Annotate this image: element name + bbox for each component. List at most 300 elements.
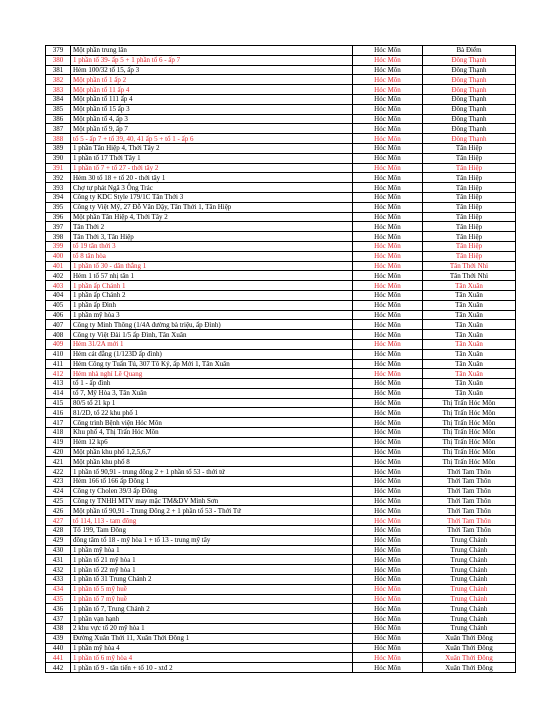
table-row xyxy=(46,163,516,173)
district-cell: Hóc Môn xyxy=(353,535,423,545)
district-cell: Hóc Môn xyxy=(353,418,423,428)
table-row xyxy=(46,653,516,663)
district-cell: Hóc Môn xyxy=(353,46,423,56)
location-cell: Một phần tổ 1 ấp 2 xyxy=(71,75,353,85)
commune-cell: Tân Thới Nhì xyxy=(423,271,516,281)
district-cell: Hóc Môn xyxy=(353,565,423,575)
location-cell: tổ 5 - ấp 7 + tổ 39, 40, 41 ấp 5 + tổ 1 - ấp 6 xyxy=(71,134,353,144)
row-number-cell: 411 xyxy=(46,359,71,369)
location-cell: Hẻm nhà nghỉ Lê Quang xyxy=(71,369,353,379)
table-row xyxy=(46,604,516,614)
location-cell: Hẻm 1 tổ 57 nhị tân 1 xyxy=(71,271,353,281)
table-row xyxy=(46,437,516,447)
address-table xyxy=(45,45,516,673)
district-cell: Hóc Môn xyxy=(353,55,423,65)
location-cell: Công ty Việt Đài 1/5 ấp Đình, Tân Xuân xyxy=(71,330,353,340)
row-number-cell: 419 xyxy=(46,437,71,447)
district-cell: Hóc Môn xyxy=(353,506,423,516)
location-cell: Công ty TNHH MTV may mặc TM&DV Minh Sơn xyxy=(71,496,353,506)
commune-cell: Thị Trấn Hóc Môn xyxy=(423,428,516,438)
location-cell: 1 phần tổ 17 Thới Tây 1 xyxy=(71,153,353,163)
row-number-cell: 416 xyxy=(46,408,71,418)
row-number-cell: 417 xyxy=(46,418,71,428)
table-row xyxy=(46,584,516,594)
row-number-cell: 420 xyxy=(46,447,71,457)
commune-cell: Xuân Thới Đông xyxy=(423,663,516,673)
row-number-cell: 421 xyxy=(46,457,71,467)
row-number-cell: 410 xyxy=(46,349,71,359)
location-cell: 1 phần tổ 39- ấp 5 + 1 phần tổ 6 - ấp 7 xyxy=(71,55,353,65)
row-number-cell: 381 xyxy=(46,65,71,75)
commune-cell: Trung Chánh xyxy=(423,565,516,575)
location-cell: Tân Thới 3, Tân Hiệp xyxy=(71,232,353,242)
row-number-cell: 384 xyxy=(46,94,71,104)
table-row xyxy=(46,75,516,85)
district-cell: Hóc Môn xyxy=(353,486,423,496)
table-row xyxy=(46,486,516,496)
row-number-cell: 394 xyxy=(46,192,71,202)
location-cell: 1 phần mỹ hòa 4 xyxy=(71,643,353,653)
location-cell: Hẻm 31/2A mới 1 xyxy=(71,339,353,349)
district-cell: Hóc Môn xyxy=(353,388,423,398)
location-cell: Một phần khu phố 8 xyxy=(71,457,353,467)
commune-cell: Tân Xuân xyxy=(423,359,516,369)
row-number-cell: 426 xyxy=(46,506,71,516)
commune-cell: Trung Chánh xyxy=(423,535,516,545)
district-cell: Hóc Môn xyxy=(353,163,423,173)
table-row xyxy=(46,457,516,467)
table-row xyxy=(46,65,516,75)
table-row xyxy=(46,349,516,359)
table-row xyxy=(46,467,516,477)
district-cell: Hóc Môn xyxy=(353,290,423,300)
row-number-cell: 427 xyxy=(46,516,71,526)
row-number-cell: 425 xyxy=(46,496,71,506)
table-row xyxy=(46,359,516,369)
table-row xyxy=(46,555,516,565)
location-cell: Một phần khu phố 1,2,5,6,7 xyxy=(71,447,353,457)
district-cell: Hóc Môn xyxy=(353,271,423,281)
row-number-cell: 407 xyxy=(46,320,71,330)
district-cell: Hóc Môn xyxy=(353,555,423,565)
commune-cell: Trung Chánh xyxy=(423,594,516,604)
commune-cell: Tân Xuân xyxy=(423,339,516,349)
row-number-cell: 397 xyxy=(46,222,71,232)
table-row xyxy=(46,261,516,271)
row-number-cell: 441 xyxy=(46,653,71,663)
location-cell: 1 phần tổ 7, Trung Chánh 2 xyxy=(71,604,353,614)
commune-cell: Đông Thạnh xyxy=(423,65,516,75)
table-row xyxy=(46,300,516,310)
district-cell: Hóc Môn xyxy=(353,653,423,663)
location-cell: đông tâm tổ 18 - mỹ hòa 1 + tổ 13 - trung mỹ tây xyxy=(71,535,353,545)
district-cell: Hóc Môn xyxy=(353,153,423,163)
commune-cell: Đông Thạnh xyxy=(423,85,516,95)
row-number-cell: 396 xyxy=(46,212,71,222)
row-number-cell: 391 xyxy=(46,163,71,173)
table-row xyxy=(46,290,516,300)
location-cell: Tổ 199, Tam Đông xyxy=(71,526,353,536)
district-cell: Hóc Môn xyxy=(353,330,423,340)
commune-cell: Thị Trấn Hóc Môn xyxy=(423,408,516,418)
table-row xyxy=(46,516,516,526)
location-cell: Công ty Minh Thông (1/4A đường bà triệu, ấp Đình) xyxy=(71,320,353,330)
row-number-cell: 408 xyxy=(46,330,71,340)
row-number-cell: 436 xyxy=(46,604,71,614)
row-number-cell: 399 xyxy=(46,241,71,251)
row-number-cell: 430 xyxy=(46,545,71,555)
row-number-cell: 442 xyxy=(46,663,71,673)
district-cell: Hóc Môn xyxy=(353,369,423,379)
table-row xyxy=(46,46,516,56)
district-cell: Hóc Môn xyxy=(353,85,423,95)
row-number-cell: 412 xyxy=(46,369,71,379)
table-row xyxy=(46,379,516,389)
district-cell: Hóc Môn xyxy=(353,65,423,75)
table-row xyxy=(46,565,516,575)
table-row xyxy=(46,633,516,643)
location-cell: tổ 114, 113 - tam đông xyxy=(71,516,353,526)
row-number-cell: 388 xyxy=(46,134,71,144)
table-row xyxy=(46,241,516,251)
district-cell: Hóc Môn xyxy=(353,183,423,193)
row-number-cell: 415 xyxy=(46,398,71,408)
location-cell: tổ 1 - ấp đình xyxy=(71,379,353,389)
district-cell: Hóc Môn xyxy=(353,408,423,418)
row-number-cell: 422 xyxy=(46,467,71,477)
commune-cell: Tân Hiệp xyxy=(423,163,516,173)
district-cell: Hóc Môn xyxy=(353,467,423,477)
commune-cell: Đông Thạnh xyxy=(423,134,516,144)
location-cell: 1 phần tổ 21 mỹ hòa 1 xyxy=(71,555,353,565)
location-cell: Chợ tự phát Ngã 3 Ông Trác xyxy=(71,183,353,193)
row-number-cell: 392 xyxy=(46,173,71,183)
commune-cell: Trung Chánh xyxy=(423,624,516,634)
district-cell: Hóc Môn xyxy=(353,251,423,261)
district-cell: Hóc Môn xyxy=(353,232,423,242)
commune-cell: Tân Xuân xyxy=(423,379,516,389)
row-number-cell: 434 xyxy=(46,584,71,594)
district-cell: Hóc Môn xyxy=(353,584,423,594)
district-cell: Hóc Môn xyxy=(353,104,423,114)
table-row xyxy=(46,134,516,144)
location-cell: Hẻm Công ty Tuấn Tú, 307 Tô Ký, ấp Mới 1, Tân Xuân xyxy=(71,359,353,369)
district-cell: Hóc Môn xyxy=(353,398,423,408)
district-cell: Hóc Môn xyxy=(353,114,423,124)
table-row xyxy=(46,94,516,104)
location-cell: Công ty KDC Style 179/1C Tân Thới 3 xyxy=(71,192,353,202)
district-cell: Hóc Môn xyxy=(353,663,423,673)
district-cell: Hóc Môn xyxy=(353,173,423,183)
row-number-cell: 424 xyxy=(46,486,71,496)
row-number-cell: 433 xyxy=(46,575,71,585)
commune-cell: Tân Hiệp xyxy=(423,241,516,251)
commune-cell: Thới Tam Thôn xyxy=(423,526,516,536)
commune-cell: Thới Tam Thôn xyxy=(423,477,516,487)
commune-cell: Đông Thạnh xyxy=(423,75,516,85)
table-row xyxy=(46,173,516,183)
commune-cell: Tân Xuân xyxy=(423,310,516,320)
table-row xyxy=(46,153,516,163)
district-cell: Hóc Môn xyxy=(353,320,423,330)
table-row xyxy=(46,339,516,349)
table-row xyxy=(46,428,516,438)
district-cell: Hóc Môn xyxy=(353,575,423,585)
commune-cell: Tân Hiệp xyxy=(423,232,516,242)
commune-cell: Tân Xuân xyxy=(423,330,516,340)
table-row xyxy=(46,202,516,212)
district-cell: Hóc Môn xyxy=(353,516,423,526)
row-number-cell: 423 xyxy=(46,477,71,487)
commune-cell: Tân Thới Nhì xyxy=(423,261,516,271)
row-number-cell: 431 xyxy=(46,555,71,565)
location-cell: 1 phần tổ 30 - dân thắng 1 xyxy=(71,261,353,271)
district-cell: Hóc Môn xyxy=(353,457,423,467)
table-row xyxy=(46,143,516,153)
district-cell: Hóc Môn xyxy=(353,359,423,369)
district-cell: Hóc Môn xyxy=(353,594,423,604)
row-number-cell: 435 xyxy=(46,594,71,604)
location-cell: Một phần Tân Hiệp 4, Thới Tây 2 xyxy=(71,212,353,222)
location-cell: Một phần tổ 15 ấp 3 xyxy=(71,104,353,114)
location-cell: tổ 7, Mỹ Hòa 3, Tân Xuân xyxy=(71,388,353,398)
row-number-cell: 437 xyxy=(46,614,71,624)
table-row xyxy=(46,447,516,457)
commune-cell: Tân Hiệp xyxy=(423,192,516,202)
district-cell: Hóc Môn xyxy=(353,300,423,310)
district-cell: Hóc Môn xyxy=(353,212,423,222)
commune-cell: Thới Tam Thôn xyxy=(423,496,516,506)
row-number-cell: 380 xyxy=(46,55,71,65)
location-cell: Hẻm 12 kp6 xyxy=(71,437,353,447)
location-cell: Công ty Cholen 39/3 ấp Đông xyxy=(71,486,353,496)
commune-cell: Thới Tam Thôn xyxy=(423,516,516,526)
row-number-cell: 432 xyxy=(46,565,71,575)
table-row xyxy=(46,506,516,516)
table-row xyxy=(46,369,516,379)
district-cell: Hóc Môn xyxy=(353,281,423,291)
table-row xyxy=(46,222,516,232)
row-number-cell: 387 xyxy=(46,124,71,134)
row-number-cell: 398 xyxy=(46,232,71,242)
district-cell: Hóc Môn xyxy=(353,222,423,232)
location-cell: 1 phần tổ 22 mỹ hòa 1 xyxy=(71,565,353,575)
commune-cell: Đông Thạnh xyxy=(423,55,516,65)
location-cell: Tân Thới 2 xyxy=(71,222,353,232)
table-row xyxy=(46,388,516,398)
location-cell: Hẻm cát đằng (1/123D ấp đình) xyxy=(71,349,353,359)
location-cell: 81/2D, tổ 22 khu phố 1 xyxy=(71,408,353,418)
location-cell: 1 phần ấp Chánh 2 xyxy=(71,290,353,300)
commune-cell: Đông Thạnh xyxy=(423,94,516,104)
commune-cell: Tân Xuân xyxy=(423,281,516,291)
table-row xyxy=(46,310,516,320)
commune-cell: Trung Chánh xyxy=(423,604,516,614)
location-cell: Một phần trung lân xyxy=(71,46,353,56)
table-row xyxy=(46,575,516,585)
commune-cell: Xuân Thới Đông xyxy=(423,633,516,643)
district-cell: Hóc Môn xyxy=(353,614,423,624)
location-cell: 2 khu vực tổ 20 mỹ hòa 1 xyxy=(71,624,353,634)
table-row xyxy=(46,663,516,673)
location-cell: 80/5 tổ 21 kp 1 xyxy=(71,398,353,408)
commune-cell: Tân Hiệp xyxy=(423,202,516,212)
district-cell: Hóc Môn xyxy=(353,428,423,438)
district-cell: Hóc Môn xyxy=(353,633,423,643)
commune-cell: Tân Xuân xyxy=(423,349,516,359)
district-cell: Hóc Môn xyxy=(353,75,423,85)
table-row xyxy=(46,545,516,555)
district-cell: Hóc Môn xyxy=(353,496,423,506)
table-row xyxy=(46,212,516,222)
location-cell: Khu phố 4, Thị Trấn Hóc Môn xyxy=(71,428,353,438)
commune-cell: Thới Tam Thôn xyxy=(423,506,516,516)
table-row xyxy=(46,192,516,202)
commune-cell: Tân Xuân xyxy=(423,369,516,379)
commune-cell: Đông Thạnh xyxy=(423,124,516,134)
location-cell: 1 phần tổ 9 - tân tiến + tổ 10 - xtđ 2 xyxy=(71,663,353,673)
district-cell: Hóc Môn xyxy=(353,437,423,447)
row-number-cell: 406 xyxy=(46,310,71,320)
district-cell: Hóc Môn xyxy=(353,124,423,134)
table-row xyxy=(46,477,516,487)
location-cell: 1 phần ấp Chánh 1 xyxy=(71,281,353,291)
row-number-cell: 409 xyxy=(46,339,71,349)
row-number-cell: 402 xyxy=(46,271,71,281)
commune-cell: Thị Trấn Hóc Môn xyxy=(423,457,516,467)
district-cell: Hóc Môn xyxy=(353,477,423,487)
district-cell: Hóc Môn xyxy=(353,134,423,144)
commune-cell: Trung Chánh xyxy=(423,584,516,594)
commune-cell: Tân Hiệp xyxy=(423,251,516,261)
row-number-cell: 438 xyxy=(46,624,71,634)
commune-cell: Thới Tam Thôn xyxy=(423,467,516,477)
table-row xyxy=(46,183,516,193)
district-cell: Hóc Môn xyxy=(353,241,423,251)
commune-cell: Thị Trấn Hóc Môn xyxy=(423,437,516,447)
row-number-cell: 414 xyxy=(46,388,71,398)
commune-cell: Xuân Thới Đông xyxy=(423,653,516,663)
row-number-cell: 382 xyxy=(46,75,71,85)
table-row xyxy=(46,85,516,95)
location-cell: 1 phần tổ 7 + tổ 27 - thới tây 2 xyxy=(71,163,353,173)
row-number-cell: 379 xyxy=(46,46,71,56)
row-number-cell: 385 xyxy=(46,104,71,114)
location-cell: 1 phần tổ 5 mỹ huề xyxy=(71,584,353,594)
commune-cell: Trung Chánh xyxy=(423,555,516,565)
commune-cell: Đông Thạnh xyxy=(423,104,516,114)
district-cell: Hóc Môn xyxy=(353,379,423,389)
location-cell: Công ty Việt Mỹ, 27 Đỗ Văn Dậy, Tân Thới 1, Tân Hiệp xyxy=(71,202,353,212)
location-cell: tổ 19 tân thới 3 xyxy=(71,241,353,251)
table-body xyxy=(46,46,516,673)
commune-cell: Đông Thạnh xyxy=(423,114,516,124)
commune-cell: Tân Xuân xyxy=(423,320,516,330)
row-number-cell: 390 xyxy=(46,153,71,163)
location-cell: Một phần tổ 111 ấp 4 xyxy=(71,94,353,104)
location-cell: 1 phần mỹ hòa 1 xyxy=(71,545,353,555)
location-cell: Một phần tổ 4, ấp 3 xyxy=(71,114,353,124)
district-cell: Hóc Môn xyxy=(353,94,423,104)
table-row xyxy=(46,330,516,340)
location-cell: 1 phần ấp Đình xyxy=(71,300,353,310)
commune-cell: Trung Chánh xyxy=(423,614,516,624)
table-row xyxy=(46,535,516,545)
location-cell: Đường Xuân Thới 11, Xuân Thới Đông 1 xyxy=(71,633,353,643)
row-number-cell: 429 xyxy=(46,535,71,545)
location-cell: 1 phần mỹ hòa 3 xyxy=(71,310,353,320)
location-cell: Một phần tổ 90,91 - Trung Đông 2 + 1 phần tổ 53 - Thới Tứ xyxy=(71,506,353,516)
table-row xyxy=(46,526,516,536)
district-cell: Hóc Môn xyxy=(353,604,423,614)
commune-cell: Xuân Thới Đông xyxy=(423,643,516,653)
commune-cell: Tân Hiệp xyxy=(423,143,516,153)
table-row xyxy=(46,496,516,506)
location-cell: Công trình Bệnh viện Hóc Môn xyxy=(71,418,353,428)
commune-cell: Trung Chánh xyxy=(423,545,516,555)
commune-cell: Tân Hiệp xyxy=(423,212,516,222)
row-number-cell: 400 xyxy=(46,251,71,261)
commune-cell: Thị Trấn Hóc Môn xyxy=(423,418,516,428)
row-number-cell: 395 xyxy=(46,202,71,212)
row-number-cell: 401 xyxy=(46,261,71,271)
commune-cell: Tân Hiệp xyxy=(423,222,516,232)
row-number-cell: 403 xyxy=(46,281,71,291)
location-cell: Hẻm 30 tổ 18 + tổ 20 - thới tây 1 xyxy=(71,173,353,183)
row-number-cell: 418 xyxy=(46,428,71,438)
table-row xyxy=(46,418,516,428)
commune-cell: Tân Xuân xyxy=(423,300,516,310)
row-number-cell: 428 xyxy=(46,526,71,536)
commune-cell: Thị Trấn Hóc Môn xyxy=(423,398,516,408)
district-cell: Hóc Môn xyxy=(353,143,423,153)
table-row xyxy=(46,320,516,330)
location-cell: Một phần tổ 9, ấp 7 xyxy=(71,124,353,134)
location-cell: 1 phần tổ 31 Trung Chánh 2 xyxy=(71,575,353,585)
table-row xyxy=(46,398,516,408)
table-row xyxy=(46,594,516,604)
location-cell: 1 phần tổ 7 mỹ huề xyxy=(71,594,353,604)
row-number-cell: 389 xyxy=(46,143,71,153)
district-cell: Hóc Môn xyxy=(353,339,423,349)
commune-cell: Thị Trấn Hóc Môn xyxy=(423,447,516,457)
location-cell: Một phần tổ 11 ấp 4 xyxy=(71,85,353,95)
table-row xyxy=(46,271,516,281)
location-cell: 1 phần tổ 90,91 - trung đông 2 + 1 phần tổ 53 - thới tứ xyxy=(71,467,353,477)
commune-cell: Thới Tam Thôn xyxy=(423,486,516,496)
district-cell: Hóc Môn xyxy=(353,526,423,536)
district-cell: Hóc Môn xyxy=(353,192,423,202)
district-cell: Hóc Môn xyxy=(353,545,423,555)
location-cell: Hẻm 100/32 tổ 15, ấp 3 xyxy=(71,65,353,75)
district-cell: Hóc Môn xyxy=(353,310,423,320)
location-cell: 1 phần Tân Hiệp 4, Thới Tây 2 xyxy=(71,143,353,153)
row-number-cell: 393 xyxy=(46,183,71,193)
table-row xyxy=(46,251,516,261)
location-cell: Hẻm 166 tổ 166 ấp Đông 1 xyxy=(71,477,353,487)
row-number-cell: 383 xyxy=(46,85,71,95)
commune-cell: Tân Xuân xyxy=(423,388,516,398)
district-cell: Hóc Môn xyxy=(353,624,423,634)
row-number-cell: 386 xyxy=(46,114,71,124)
table-row xyxy=(46,643,516,653)
table-row xyxy=(46,614,516,624)
row-number-cell: 439 xyxy=(46,633,71,643)
district-cell: Hóc Môn xyxy=(353,349,423,359)
table-row xyxy=(46,408,516,418)
row-number-cell: 404 xyxy=(46,290,71,300)
table-row xyxy=(46,232,516,242)
